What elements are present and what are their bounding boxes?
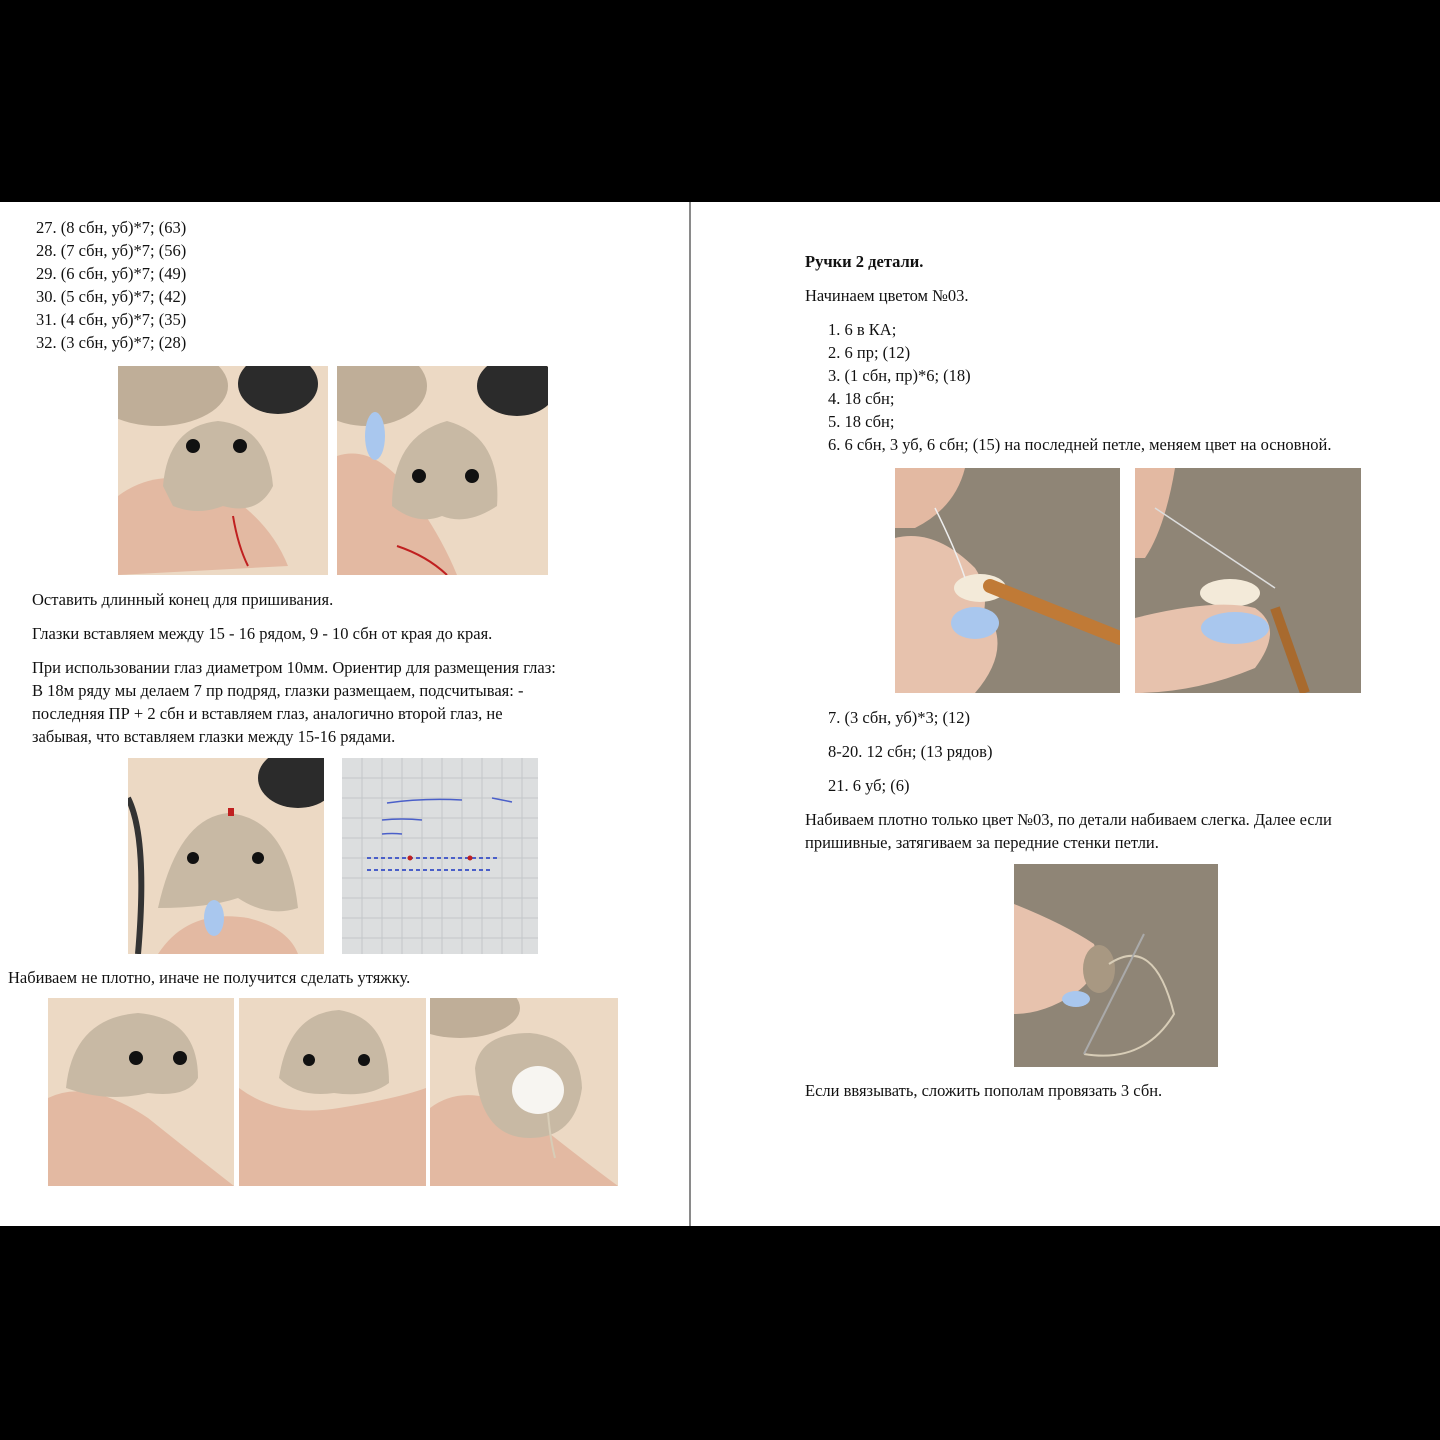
row-32: 32. (3 сбн, уб)*7; (28) xyxy=(36,333,187,352)
row-6: 6. 6 сбн, 3 уб, 6 сбн; (15) на последней петле, меняем цвет на основной. xyxy=(828,435,1332,454)
paragraph-long-end: Оставить длинный конец для пришивания. xyxy=(32,590,334,609)
row-8-20: 8-20. 12 сбн; (13 рядов) xyxy=(828,742,993,761)
row-5: 5. 18 сбн; xyxy=(828,412,895,431)
photo-head-stuffed-side xyxy=(239,998,426,1186)
intro-text: Начинаем цветом №03. xyxy=(805,286,969,305)
row-27: 27. (8 сбн, уб)*7; (63) xyxy=(36,218,187,237)
paragraph-stuffing-right-line-1: Набиваем плотно только цвет №03, по детали набиваем слегка. Далее если xyxy=(805,810,1332,829)
photo-hook-closeup-2 xyxy=(1135,468,1361,693)
photo-arm-sewing xyxy=(1014,864,1218,1067)
paragraph-diameter-line-4: забывая, что вставляем глазки между 15-16 рядами. xyxy=(32,727,396,746)
photo-hook-closeup-1 xyxy=(895,468,1120,693)
row-2: 2. 6 пр; (12) xyxy=(828,343,911,362)
paragraph-stuffing: Набиваем не плотно, иначе не получится сделать утяжку. xyxy=(8,968,411,987)
row-29: 29. (6 сбн, уб)*7; (49) xyxy=(36,264,187,283)
paragraph-eyes: Глазки вставляем между 15 - 16 рядом, 9 - 10 сбн от края до края. xyxy=(32,624,493,643)
paragraph-final: Если ввязывать, сложить пополам провязать 3 сбн. xyxy=(805,1081,1163,1100)
row-31: 31. (4 сбн, уб)*7; (35) xyxy=(36,310,187,329)
photo-head-front xyxy=(118,366,328,575)
paragraph-diameter-line-3: последняя ПР + 2 сбн и вставляем глаз, аналогично второй глаз, не xyxy=(32,704,503,723)
row-30: 30. (5 сбн, уб)*7; (42) xyxy=(36,287,187,306)
photo-head-stuffed-front xyxy=(48,998,234,1186)
paragraph-stuffing-right-line-2: пришивные, затягиваем за передние стенки петли. xyxy=(805,833,1159,852)
row-28: 28. (7 сбн, уб)*7; (56) xyxy=(36,241,187,260)
row-1: 1. 6 в КА; xyxy=(828,320,897,339)
row-21: 21. 6 уб; (6) xyxy=(828,776,910,795)
row-4: 4. 18 сбн; xyxy=(828,389,895,408)
row-7: 7. (3 сбн, уб)*3; (12) xyxy=(828,708,970,727)
paragraph-diameter-line-1: При использовании глаз диаметром 10мм. Ориентир для размещения глаз: xyxy=(32,658,556,677)
document-spread xyxy=(0,202,1440,1226)
photo-head-eyes xyxy=(128,758,324,954)
paragraph-diameter-line-2: В 18м ряду мы делаем 7 пр подряд, глазки размещаем, подсчитывая: - xyxy=(32,681,524,700)
page-divider xyxy=(689,202,691,1226)
photo-notebook-scheme xyxy=(342,758,538,954)
photo-head-stuffed-bottom xyxy=(430,998,618,1186)
photo-head-side xyxy=(337,366,548,575)
row-3: 3. (1 сбн, пр)*6; (18) xyxy=(828,366,971,385)
section-heading: Ручки 2 детали. xyxy=(805,252,924,271)
